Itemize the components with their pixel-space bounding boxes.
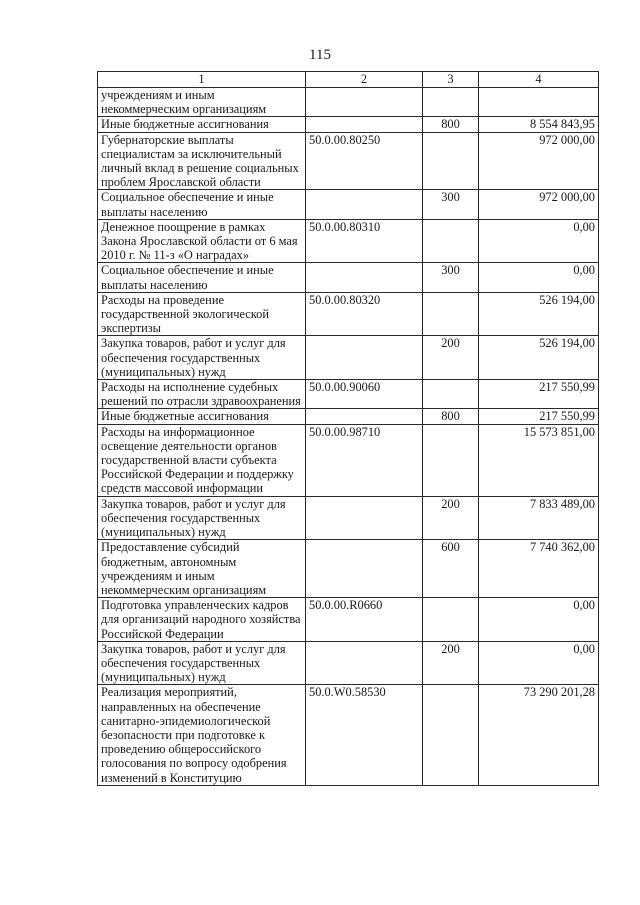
page-number: 115 <box>309 47 331 63</box>
row-expense-type: 800 <box>423 117 479 132</box>
table-row <box>98 117 599 132</box>
row-code: 50.0.00.R0660 <box>306 598 423 642</box>
row-amount: 526 194,00 <box>479 292 599 336</box>
row-expense-type <box>423 380 479 409</box>
row-expense-type <box>423 424 479 496</box>
row-name: Иные бюджетные ассигнования <box>98 117 306 132</box>
header-col-4: 4 <box>479 72 599 88</box>
row-code <box>306 190 423 219</box>
budget-table <box>97 71 599 786</box>
header-col-1: 1 <box>98 72 306 88</box>
row-amount: 0,00 <box>479 598 599 642</box>
row-expense-type <box>423 219 479 263</box>
row-name: Подготовка управленческих кадров для организаций народного хозяйства Российской Федерации <box>98 598 306 642</box>
table-row <box>98 88 599 117</box>
row-name: Иные бюджетные ассигнования <box>98 409 306 424</box>
row-name: Реализация мероприятий, направленных на обеспечение санитарно-эпидемиологической безопасности при подготовке к проведению общероссийского голосования по вопросу одобрения изменений в Конституцию <box>98 685 306 785</box>
row-expense-type <box>423 685 479 785</box>
row-name: Закупка товаров, работ и услуг для обеспечения государственных (муниципальных) нужд <box>98 641 306 685</box>
row-name: Закупка товаров, работ и услуг для обеспечения государственных (муниципальных) нужд <box>98 496 306 540</box>
row-code <box>306 409 423 424</box>
table-row <box>98 219 599 263</box>
row-code <box>306 117 423 132</box>
row-amount <box>479 88 599 117</box>
table-row <box>98 380 599 409</box>
row-code <box>306 263 423 292</box>
row-amount: 73 290 201,28 <box>479 685 599 785</box>
table-row <box>98 496 599 540</box>
row-expense-type: 200 <box>423 496 479 540</box>
row-amount: 8 554 843,95 <box>479 117 599 132</box>
row-expense-type: 800 <box>423 409 479 424</box>
row-code <box>306 641 423 685</box>
row-amount: 972 000,00 <box>479 190 599 219</box>
row-name: Социальное обеспечение и иные выплаты населению <box>98 263 306 292</box>
table-row <box>98 540 599 598</box>
table-row <box>98 424 599 496</box>
row-name: Предоставление субсидий бюджетным, автономным учреждениям и иным некоммерческим организациям <box>98 540 306 598</box>
row-amount: 526 194,00 <box>479 336 599 380</box>
row-amount: 972 000,00 <box>479 132 599 190</box>
row-amount: 0,00 <box>479 641 599 685</box>
table-row <box>98 641 599 685</box>
row-code: 50.0.00.80310 <box>306 219 423 263</box>
row-expense-type: 200 <box>423 336 479 380</box>
table-row <box>98 409 599 424</box>
row-name: Расходы на исполнение судебных решений по отрасли здравоохранения <box>98 380 306 409</box>
row-amount: 0,00 <box>479 263 599 292</box>
table-row <box>98 132 599 190</box>
row-name: Социальное обеспечение и иные выплаты населению <box>98 190 306 219</box>
row-name: Закупка товаров, работ и услуг для обеспечения государственных (муниципальных) нужд <box>98 336 306 380</box>
row-expense-type: 300 <box>423 263 479 292</box>
row-expense-type: 300 <box>423 190 479 219</box>
row-amount: 15 573 851,00 <box>479 424 599 496</box>
row-name: Расходы на информационное освещение деятельности органов государственной власти субъекта Российской Федерации и поддержку средств массовой информации <box>98 424 306 496</box>
row-amount: 217 550,99 <box>479 409 599 424</box>
row-name: учреждениям и иным некоммерческим организациям <box>98 88 306 117</box>
table-header-row <box>98 72 599 88</box>
row-expense-type <box>423 598 479 642</box>
row-name: Расходы на проведение государственной экологической экспертизы <box>98 292 306 336</box>
row-code: 50.0.00.98710 <box>306 424 423 496</box>
row-amount: 217 550,99 <box>479 380 599 409</box>
row-expense-type: 600 <box>423 540 479 598</box>
row-expense-type <box>423 88 479 117</box>
row-amount: 7 833 489,00 <box>479 496 599 540</box>
row-expense-type <box>423 132 479 190</box>
row-amount: 7 740 362,00 <box>479 540 599 598</box>
row-name: Губернаторские выплаты специалистам за исключительный личный вклад в решение социальных проблем Ярославской области <box>98 132 306 190</box>
row-code <box>306 336 423 380</box>
header-col-3: 3 <box>423 72 479 88</box>
table-row <box>98 292 599 336</box>
table-row <box>98 685 599 785</box>
table-row <box>98 598 599 642</box>
row-code: 50.0.W0.58530 <box>306 685 423 785</box>
table-row <box>98 336 599 380</box>
row-name: Денежное поощрение в рамках Закона Ярославской области от 6 мая 2010 г. № 11-з «О наградах» <box>98 219 306 263</box>
row-code <box>306 540 423 598</box>
header-col-2: 2 <box>306 72 423 88</box>
row-expense-type <box>423 292 479 336</box>
row-amount: 0,00 <box>479 219 599 263</box>
table-row <box>98 190 599 219</box>
row-code <box>306 88 423 117</box>
row-code: 50.0.00.90060 <box>306 380 423 409</box>
row-code: 50.0.00.80250 <box>306 132 423 190</box>
table-row <box>98 263 599 292</box>
row-expense-type: 200 <box>423 641 479 685</box>
row-code: 50.0.00.80320 <box>306 292 423 336</box>
row-code <box>306 496 423 540</box>
